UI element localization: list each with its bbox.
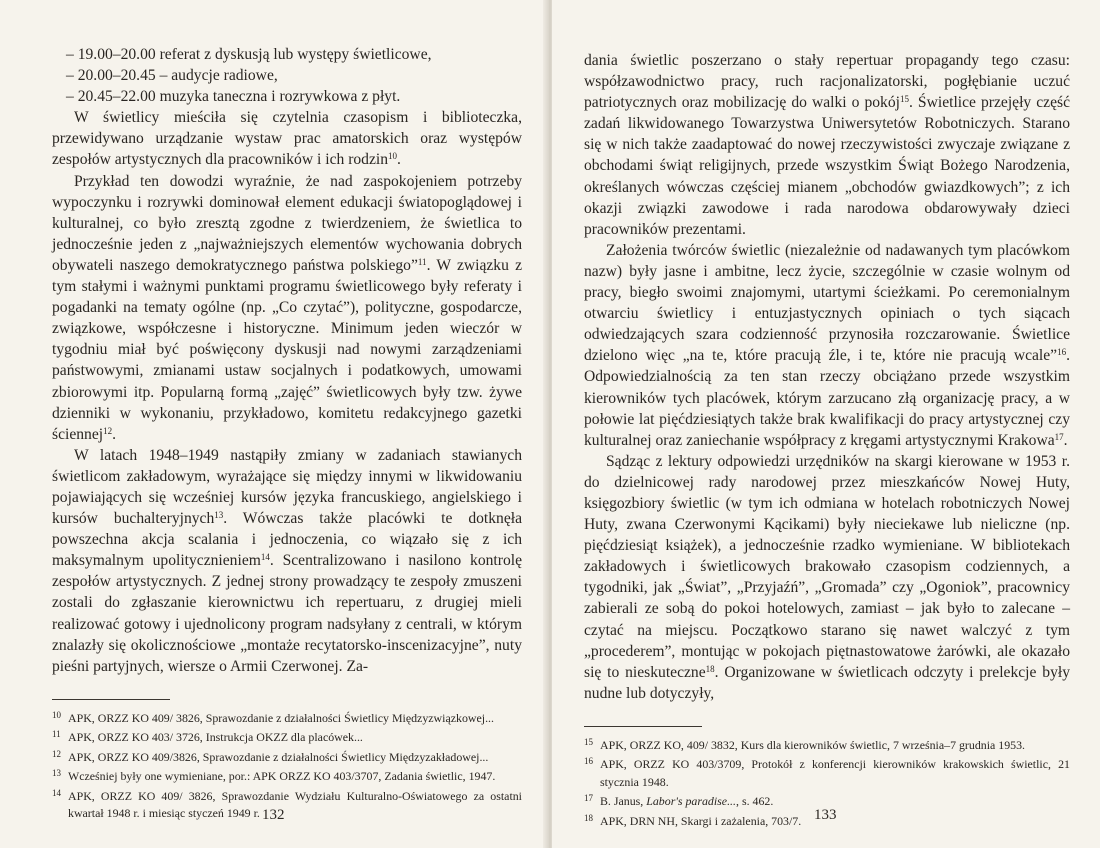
footnote: 17 B. Janus, Labor's paradise..., s. 462. (584, 793, 774, 809)
paragraph: Sądząc z lektury odpowiedzi urzędników na skargi kierowane w 1953 r. do dzielnicowej rady narodowej przez mieszkańców Nowej Huty, księgozbiory świetlic (w tym ich odmiana w hotelach robotniczych Nowej Huty, zwana Czerwonymi Kącikami) były nieciekawe lub nieliczne (np. pięćdziesiąt książek), a jednocześnie rzadko wymieniane. W bibliotekach zakładowych i świetlicowych brakowało czasopism codziennych, a tygodniki, jak „Świat”, „Przyjaźń”, „Gromada” czy „Ogoniok”, pracownicy zabierali ze sobą do pokoi hotelowych, zamiast – jak było to zalecane – czytać na miejscu. Początkowo starano się nawet walczyć z tym „procederem”, montując w pokojach piętnastowatowe żarówki, ale okazało się to nieskuteczne$^{18}$. Organizowane w świetlicach odczyty i prelekcje były nudne lub dotyczyły, (584, 452, 1070, 702)
paragraph: W latach 1948–1949 nastąpiły zmiany w zadaniach stawianych świetlicom zakładowym, wyrażające się między innymi w likwidowaniu pojawiających się wcześniej kursów języka francuskiego, angielskiego i kursów buchalteryjnych$^{13}$. Wówczas także placówki te dotknęła powszechna akcja scalania i jednoczenia, co wiązało się z ich maksymalnym upolitycznieniem$^{14}$. Scentralizowano i nasilono kontrolę zespołów artystycznych. Z jednej strony prowadzący te zespoły zmuszeni zostali do zgłaszanie kierownictwu ich repertuaru, z drugiej mieli realizować gotowy i ujednolicony program nadsyłany z centrali, w którym znalazły się okolicznościowe „montaże recytatorsko-inscenizacyjne”, nuty pieśni partyjnych, wiersze o Armii Czerwonej. Za- (52, 446, 523, 675)
paragraph: dania świetlic poszerzano o stały repertuar propagandy tego czasu: współzawodnictwo pracy, ruch racjonalizatorski, pogłębianie uczuć patriotycznych oraz mobilizację do walki o pokój$^{15}$. Świetlice przejęły część zadań likwidowanego Towarzystwa Uniwersytetów Robotniczych. Starano się w nich także zaadaptować do nowej rzeczywistości zwyczaje związane z obchodami świąt religijnych, przede wszystkim Świąt Bożego Narodzenia, określanych wówczas częściej mianem „obchodów gwiazdkowych”; z ich okazji związki zawodowe i rada narodowa obdarowywały dzieci pracowników prezentami. (584, 52, 1070, 238)
footnote: 15 APK, ORZZ KO, 409/ 3832, Kurs dla kierowników świetlic, 7 września–7 grudnia 1953. (584, 736, 1026, 752)
paragraph: W świetlicy mieściła się czytelnia czasopism i biblioteczka, przewidywano urządzanie wystaw prac amatorskich oraz występów zespołów artystycznych dla pracowników i ich rodzin$^{10}$. (52, 109, 522, 169)
footnote: 12 APK, ORZZ KO 409/3826, Sprawozdanie z działalności Świetlicy Międzyzakładowej... (52, 748, 489, 764)
left-page (0, 0, 548, 848)
footnote-ref[interactable]: 11 (417, 256, 427, 267)
footnote-ref[interactable]: 16 (1057, 347, 1067, 358)
footnote: 18 APK, DRN NH, Skargi i zażalenia, 703/7. (584, 812, 802, 828)
footnote: 10 APK, ORZZ KO 409/ 3826, Sprawozdanie z działalności Świetlicy Międzyzwiązkowej... (52, 709, 494, 725)
footnote: 16 APK, ORZZ KO 403/3709, Protokół z konferencji kierowników krakowskich świetlic, 21 stycznia 1948. (584, 756, 1070, 789)
left-footnotes (52, 710, 522, 823)
footnote: 11 APK, ORZZ KO 403/ 3726, Instrukcja OKZZ dla placówek... (52, 729, 363, 745)
footnote-separator (584, 726, 702, 727)
right-page (552, 0, 1100, 848)
footnote-ref[interactable]: 17 (1054, 431, 1064, 442)
footnote-separator (52, 699, 170, 700)
footnote: 13 Wcześniej były one wymieniane, por.: APK ORZZ KO 403/3707, Zadania świetlic, 1947. (52, 768, 496, 784)
page-number: 133 (814, 807, 837, 823)
footnote-ref[interactable]: 12 (103, 425, 113, 436)
schedule-line: – 20.45–22.00 muzyka taneczna i rozrywkowa z płyt. (66, 88, 401, 106)
footnote-ref[interactable]: 14 (260, 552, 270, 563)
footnote-ref[interactable]: 13 (214, 510, 224, 521)
paragraph: Przykład ten dowodzi wyraźnie, że nad zaspokojeniem potrzeby wypoczynku i rozrywki dominował element edukacji światopoglądowej i kulturalnej, co było zresztą zgodne z twierdzeniem, że świetlica to jednocześnie jeden z „najważniejszych elementów wychowania dobrych obywateli naszego demokratycznego państwa polskiego”$^{11}$. W związku z tym stałymi i ważnymi punktami programu świetlicowego były referaty i pogadanki na tematy ogólne (np. „Co czytać”), polityczne, gospodarcze, związkowe, współczesne i historyczne. Minimum jeden wieczór w tygodniu miał być poświęcony dyskusji nad nowymi zarządzeniami państwowymi, zmianami ustaw socjalnych i podatkowych, umowami zbiorowymi itp. Popularną formą „zajęć” świetlicowych były tzw. żywe dzienniki w wykonaniu, przykładowo, komitetu redakcyjnego gazetki ściennej$^{12}$. (52, 172, 522, 443)
schedule-line: – 20.00–20.45 – audycje radiowe, (66, 67, 278, 85)
left-main-text (52, 44, 522, 677)
schedule-line: – 19.00–20.00 referat z dyskusją lub występy świetlicowe, (66, 46, 432, 63)
paragraph: Założenia twórców świetlic (niezależnie od nadawanych tym placówkom nazw) były jasne i ambitne, lecz życie, szczególnie w czasie wolnym od pracy, biegło swoimi znajomymi, utartymi ścieżkami. Po ceremonialnym otwarciu świetlicy i entuzjastycznych opiniach o tych siącach odwiedzających szara codzienność przynosiła rozczarowanie. Świetlice dzielono więc „na te, które pracują źle, i te, które nie pracują wcale”$^{16}$. Odpowiedzialnością za ten stan rzeczy obciążano przede wszystkim kierowników tych placówek, którym zarzucano złą organizację pracy, a w połowie lat pięćdziesiątych także brak kwalifikacji do pracy artystycznej czy kulturalnej oraz zaniechanie współpracy z kręgami artystycznymi Krakowa$^{17}$. (584, 241, 1070, 449)
footnote: 14 APK, ORZZ KO 409/ 3826, Sprawozdanie Wydziału Kulturalno-Oświatowego za ostatni kwartał 1948 r. i miesiąc styczeń 1949 r. (52, 787, 522, 821)
footnote-ref[interactable]: 18 (705, 663, 715, 674)
footnote-ref[interactable]: 10 (388, 151, 398, 162)
footnote-ref[interactable]: 15 (900, 94, 909, 105)
right-main-text (584, 50, 1070, 704)
page-number: 132 (262, 807, 285, 823)
